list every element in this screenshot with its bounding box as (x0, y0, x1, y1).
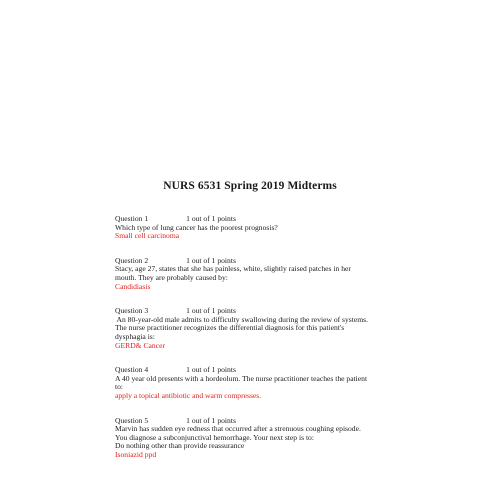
question-score: 1 out of 1 points (186, 255, 236, 265)
question-list (115, 215, 395, 475)
question-text: mouth. They are probably caused by: (115, 272, 228, 282)
question-score: 1 out of 1 points (186, 365, 236, 375)
question-1 (115, 215, 395, 241)
question-answer: apply a topical antibiotic and warm compresses. (115, 390, 262, 400)
question-answer: Small cell carcinoma (115, 231, 180, 241)
question-answer: GERD& Cancer (115, 340, 165, 350)
question-score: 1 out of 1 points (186, 214, 236, 223)
question-label: Question 2 (115, 255, 149, 265)
question-answer: Candidiasis (115, 281, 151, 291)
question-text: to: (115, 382, 124, 392)
question-score: 1 out of 1 points (186, 415, 236, 425)
question-label: Question 3 (115, 306, 149, 316)
question-score: 1 out of 1 points (186, 306, 236, 316)
question-text: Stacy, age 27, states that she has painless, white, slightly raised patches in her (115, 264, 351, 274)
question-answer: Isoniazid ppd (115, 449, 157, 459)
question-text: The nurse practitioner recognizes the differential diagnosis for this patient's (115, 323, 345, 333)
question-5 (115, 417, 395, 460)
question-label: Question 5 (115, 415, 149, 425)
question-text: Do nothing other than provide reassurance (115, 441, 245, 451)
question-2 (115, 257, 395, 291)
question-label: Question 4 (115, 365, 149, 375)
question-text: You diagnose a subconjunctival hemorrhage. Your next step is to: (115, 432, 314, 442)
question-label: Question 1 (115, 214, 149, 223)
document-title: NURS 6531 Spring 2019 Midterms (163, 180, 337, 192)
question-4 (115, 366, 395, 400)
question-text: A 40 year old presents with a hordeolum. The nurse practitioner teaches the patient (115, 373, 368, 383)
question-text: Marvin has sudden eye redness that occurred after a strenuous coughing episode. (115, 424, 361, 434)
question-text: Which type of lung cancer has the poorest prognosis? (115, 222, 278, 232)
question-3 (115, 307, 395, 350)
question-text: An 80-year-old male admits to difficulty swallowing during the review of systems. (115, 314, 368, 324)
question-text: dysphagia is: (115, 331, 155, 341)
